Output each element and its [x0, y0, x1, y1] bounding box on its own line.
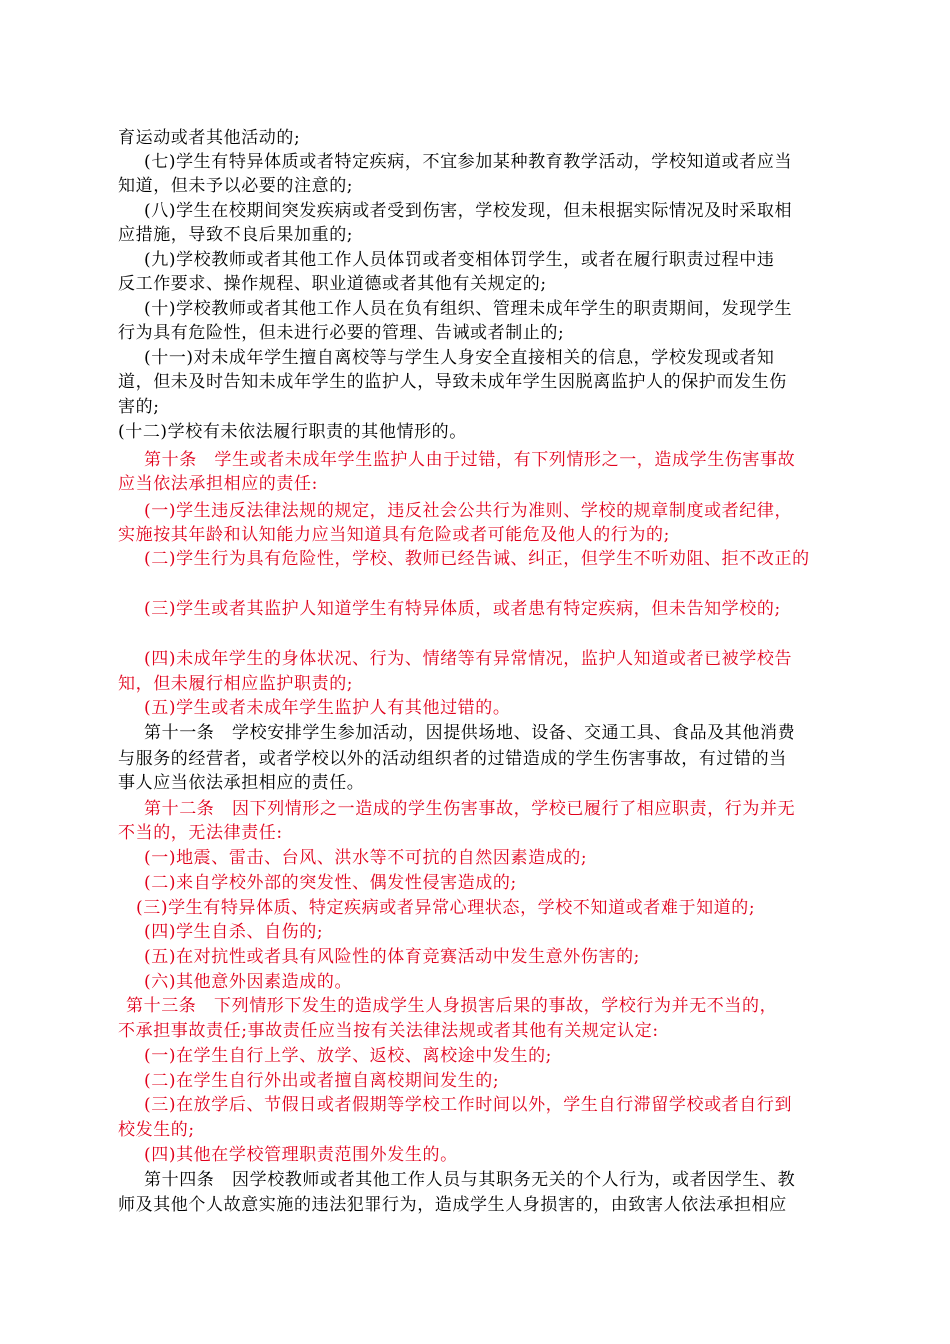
text-line: (九)学校教师或者其他工作人员体罚或者变相体罚学生，或者在履行职责过程中违 [144, 250, 775, 270]
text-line: (十一)对未成年学生擅自离校等与学生人身安全直接相关的信息，学校发现或者知 [144, 348, 775, 368]
article-11-heading: 第十一条 学校安排学生参加活动，因提供场地、设备、交通工具、食品及其他消费 [144, 723, 796, 743]
text-line: (三)在放学后、节假日或者假期等学校工作时间以外，学生自行滞留学校或者自行到 [144, 1095, 793, 1115]
text-line: 不承担事故责任;事故责任应当按有关法律法规或者其他有关规定认定: [118, 1021, 659, 1041]
text-line: (四)未成年学生的身体状况、行为、情绪等有异常情况，监护人知道或者已被学校告 [144, 649, 793, 669]
text-line: 校发生的; [118, 1120, 195, 1140]
text-line: (二)在学生自行外出或者擅自离校期间发生的; [144, 1071, 500, 1091]
text-line: (一)在学生自行上学、放学、返校、离校途中发生的; [144, 1046, 552, 1066]
text-line: (一)地震、雷击、台风、洪水等不可抗的自然因素造成的; [144, 848, 588, 868]
text-line: 害的; [118, 397, 160, 417]
text-line: 师及其他个人故意实施的违法犯罪行为，造成学生人身损害的，由致害人依法承担相应 [118, 1195, 787, 1215]
text-line: 应措施，导致不良后果加重的; [118, 225, 354, 245]
text-line: 实施按其年龄和认知能力应当知道具有危险或者可能危及他人的行为的; [118, 525, 670, 545]
text-line: 行为具有危险性，但未进行必要的管理、告诫或者制止的; [118, 323, 565, 343]
text-line: (二)学生行为具有危险性，学校、教师已经告诫、纠正，但学生不听劝阻、拒不改正的 [144, 549, 810, 569]
text-line: 事人应当依法承担相应的责任。 [118, 773, 365, 793]
text-line: (四)学生自杀、自伤的; [144, 922, 324, 942]
article-14-heading: 第十四条 因学校教师或者其他工作人员与其职务无关的个人行为，或者因学生、教 [144, 1170, 796, 1190]
text-line: 与服务的经营者，或者学校以外的活动组织者的过错造成的学生伤害事故，有过错的当 [118, 749, 787, 769]
text-line: (七)学生有特异体质或者特定疾病，不宜参加某种教育教学活动，学校知道或者应当 [144, 152, 793, 172]
text-line: (十二)学校有未依法履行职责的其他情形的。 [118, 422, 467, 442]
text-line: (一)学生违反法律法规的规定，违反社会公共行为准则、学校的规章制度或者纪律， [144, 501, 793, 521]
text-line: 应当依法承担相应的责任: [118, 474, 318, 494]
text-line: 育运动或者其他活动的; [118, 128, 301, 148]
text-line: (八)学生在校期间突发疾病或者受到伤害，学校发现，但未根据实际情况及时采取相 [144, 201, 793, 221]
article-13-heading: 第十三条 下列情形下发生的造成学生人身损害后果的事故，学校行为并无不当的， [126, 996, 778, 1016]
article-10-heading: 第十条 学生或者未成年学生监护人由于过错，有下列情形之一，造成学生伤害事故 [144, 450, 796, 470]
text-line: 不当的，无法律责任: [118, 823, 283, 843]
article-12-heading: 第十二条 因下列情形之一造成的学生伤害事故，学校已履行了相应职责，行为并无 [144, 799, 796, 819]
text-line: (四)其他在学校管理职责范围外发生的。 [144, 1145, 458, 1165]
text-line: 道，但未及时告知未成年学生的监护人，导致未成年学生因脱离监护人的保护而发生伤 [118, 372, 787, 392]
text-line: (十)学校教师或者其他工作人员在负有组织、管理未成年学生的职责期间，发现学生 [144, 299, 793, 319]
text-line: (三)学生或者其监护人知道学生有特异体质，或者患有特定疾病，但未告知学校的; [144, 599, 781, 619]
text-line: 知道，但未予以必要的注意的; [118, 176, 354, 196]
text-line: (五)在对抗性或者具有风险性的体育竞赛活动中发生意外伤害的; [144, 947, 640, 967]
text-line: 知，但未履行相应监护职责的; [118, 674, 354, 694]
text-line: (二)来自学校外部的突发性、偶发性侵害造成的; [144, 873, 517, 893]
text-line: (三)学生有特异体质、特定疾病或者异常心理状态，学校不知道或者难于知道的; [136, 898, 756, 918]
text-line: (五)学生或者未成年学生监护人有其他过错的。 [144, 698, 511, 718]
text-line: 反工作要求、操作规程、职业道德或者其他有关规定的; [118, 274, 547, 294]
text-line: (六)其他意外因素造成的。 [144, 972, 353, 992]
